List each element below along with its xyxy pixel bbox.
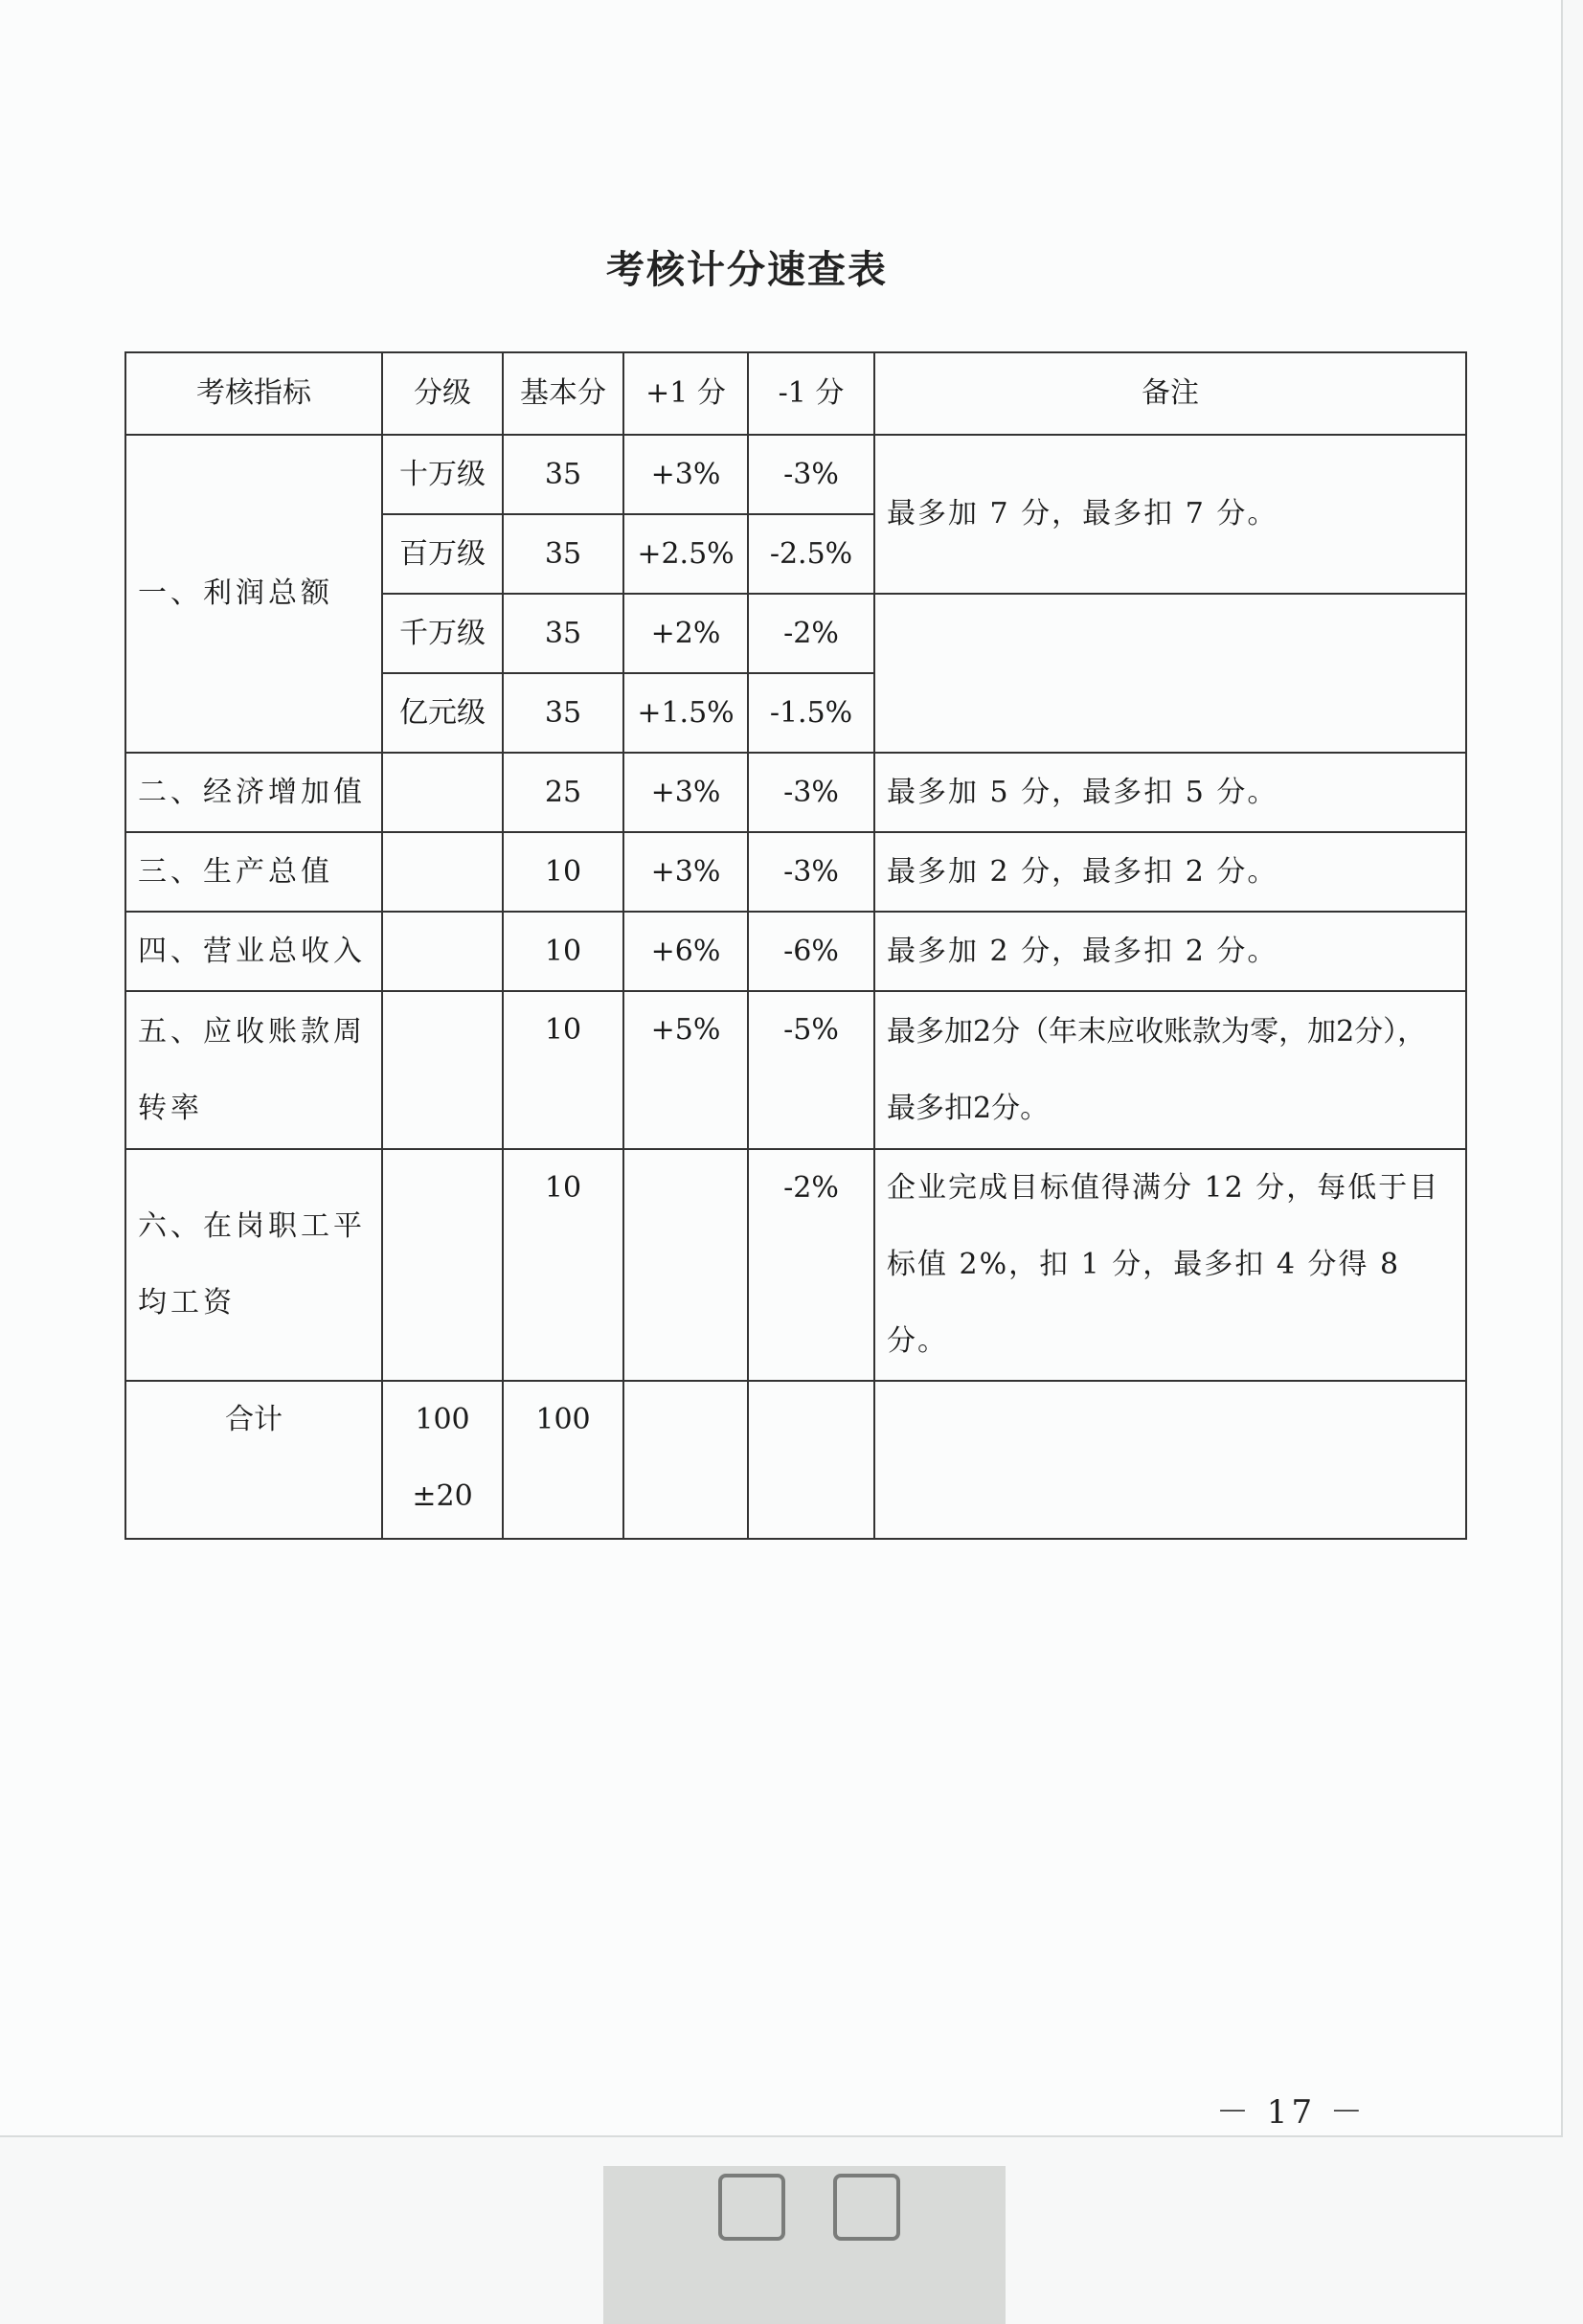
plus-cell: +3% — [623, 832, 748, 912]
plus-cell — [623, 1149, 748, 1381]
note-profit: 最多加 7 分，最多扣 7 分。 — [874, 435, 1466, 594]
table-header-row — [125, 352, 1466, 435]
plus-cell: +2% — [623, 594, 748, 673]
grade-cell — [382, 753, 503, 832]
total-label: 合计 — [125, 1381, 382, 1539]
minus-cell: -3% — [748, 832, 874, 912]
page-number: － 17 － — [1216, 2093, 1367, 2132]
base-score-cell: 10 — [503, 1149, 623, 1381]
total-minus — [748, 1381, 874, 1539]
plus-cell: +3% — [623, 435, 748, 514]
indicator-profit: 一、利润总额 — [125, 435, 382, 753]
base-score-cell: 10 — [503, 912, 623, 991]
header-base: 基本分 — [503, 352, 623, 435]
base-score-cell: 25 — [503, 753, 623, 832]
note-cell: 最多加2分（年末应收账款为零，加2分），最多扣2分。 — [874, 991, 1466, 1149]
table-row — [125, 912, 1466, 991]
indicator-cell: 三、生产总值 — [125, 832, 382, 912]
note-empty — [874, 594, 1466, 753]
page-title: 考核计分速查表 — [606, 248, 888, 292]
plus-cell: +2.5% — [623, 514, 748, 594]
indicator-cell: 六、在岗职工平均工资 — [125, 1149, 382, 1381]
plus-cell: +3% — [623, 753, 748, 832]
grade-cell: 千万级 — [382, 594, 503, 673]
indicator-cell: 四、营业总收入 — [125, 912, 382, 991]
total-base: 100 — [503, 1381, 623, 1539]
grade-cell — [382, 1149, 503, 1381]
table-row — [125, 753, 1466, 832]
minus-cell: -6% — [748, 912, 874, 991]
grade-cell — [382, 912, 503, 991]
table-row — [125, 991, 1466, 1149]
note-cell: 企业完成目标值得满分 12 分，每低于目标值 2%，扣 1 分，最多扣 4 分得 8 分。 — [874, 1149, 1466, 1381]
header-plus: +1 分 — [623, 352, 748, 435]
header-note: 备注 — [874, 352, 1466, 435]
grade-cell — [382, 991, 503, 1149]
indicator-cell: 二、经济增加值 — [125, 753, 382, 832]
base-score-cell: 10 — [503, 991, 623, 1149]
grade-cell: 十万级 — [382, 435, 503, 514]
minus-cell: -5% — [748, 991, 874, 1149]
scanner-footer-strip — [603, 2166, 1006, 2324]
header-indicator: 考核指标 — [125, 352, 382, 435]
base-score-cell: 35 — [503, 594, 623, 673]
document-icon — [833, 2174, 900, 2241]
header-minus: -1 分 — [748, 352, 874, 435]
plus-cell: +5% — [623, 991, 748, 1149]
table-row — [125, 435, 1466, 514]
plus-cell: +1.5% — [623, 673, 748, 753]
minus-cell: -3% — [748, 753, 874, 832]
grade-cell: 百万级 — [382, 514, 503, 594]
indicator-cell: 五、应收账款周转率 — [125, 991, 382, 1149]
note-cell: 最多加 2 分，最多扣 2 分。 — [874, 912, 1466, 991]
plus-cell: +6% — [623, 912, 748, 991]
grade-cell: 亿元级 — [382, 673, 503, 753]
grade-cell — [382, 832, 503, 912]
base-score-cell: 35 — [503, 673, 623, 753]
minus-cell: -2% — [748, 594, 874, 673]
note-cell: 最多加 5 分，最多扣 5 分。 — [874, 753, 1466, 832]
score-table — [124, 351, 1467, 1540]
minus-cell: -2% — [748, 1149, 874, 1381]
header-grade: 分级 — [382, 352, 503, 435]
total-note — [874, 1381, 1466, 1539]
minus-cell: -3% — [748, 435, 874, 514]
minus-cell: -1.5% — [748, 673, 874, 753]
base-score-cell: 35 — [503, 435, 623, 514]
table-row — [125, 1149, 1466, 1381]
total-plus — [623, 1381, 748, 1539]
table-row-total — [125, 1381, 1466, 1539]
note-cell: 最多加 2 分，最多扣 2 分。 — [874, 832, 1466, 912]
total-grade: 100±20 — [382, 1381, 503, 1539]
base-score-cell: 10 — [503, 832, 623, 912]
table-row — [125, 832, 1466, 912]
base-score-cell: 35 — [503, 514, 623, 594]
minus-cell: -2.5% — [748, 514, 874, 594]
camera-icon — [718, 2174, 785, 2241]
